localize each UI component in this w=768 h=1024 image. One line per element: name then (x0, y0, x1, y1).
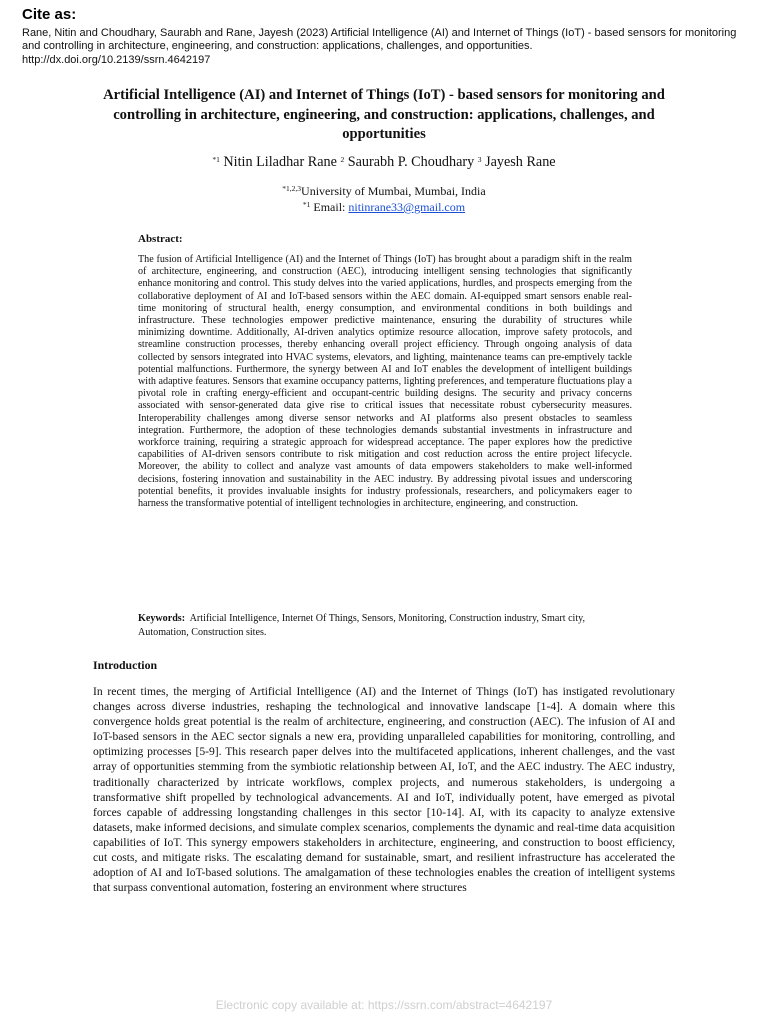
author-1-superscript: *1 (212, 155, 220, 164)
introduction-body: In recent times, the merging of Artificial Intelligence (AI) and the Internet of Things (IoT) has instigated revolutionary changes across diverse industries, reshaping the technological and innovative landscape [1-4]. A domain where this convergence holds great potential is the realm of architecture, engineering, and construction (AEC). The infusion of AI and IoT-based sensors in the AEC sector signals a new era, providing unparalleled capabilities for monitoring, controlling, and optimizing processes [5-9]. This research paper delves into the multifaceted applications, inherent challenges, and the vast array of opportunities stemming from the symbiotic relationship between AI, IoT, and the AEC industry. The AEC industry, traditionally characterized by intricate workflows, complex projects, and numerous stakeholders, is undergoing a transformative shift propelled by technological advancements. AI and IoT, individually potent, have emerged as pivotal forces capable of addressing longstanding challenges in this sector [10-14]. AI, with its capacity to analyze extensive datasets, make informed decisions, and simulate complex scenarios, complements the dynamic and real-time data acquisition capabilities of IoT. This synergy empowers stakeholders in architecture, engineering, and construction to boost efficiency, cut costs, and mitigate risks. The escalating demand for sustainable, smart, and resilient infrastructure has accelerated the adoption of AI and IoT-based solutions. The amalgamation of these technologies enables the creation of intelligent systems that surpass conventional automation, fostering an environment where structures (93, 685, 675, 895)
author-2-superscript: 2 (340, 155, 345, 164)
email-line (90, 199, 678, 215)
affiliation-line (90, 183, 678, 199)
affiliation-superscript: *1,2,3 (282, 184, 302, 193)
affiliation-block (90, 183, 678, 215)
email-label: Email: (313, 200, 346, 214)
keywords-text: Artificial Intelligence, Internet Of Things, Sensors, Monitoring, Construction industry, Smart city, Automation, Construction sites. (138, 613, 586, 638)
cite-heading: Cite as: (22, 6, 77, 23)
paper-title: Artificial Intelligence (AI) and Internet of Things (IoT) - based sensors for monitoring and controlling in architecture, engineering, and construction: applications, challenges, and opportunities (103, 87, 665, 142)
abstract-heading: Abstract: (138, 233, 183, 245)
citation-doi-link[interactable]: http://dx.doi.org/10.2139/ssrn.4642197 (22, 53, 211, 66)
keywords-label: Keywords: (138, 613, 186, 624)
author-2-name: Saurabh P. Choudhary (347, 154, 475, 170)
citation-reference: Rane, Nitin and Choudhary, Saurabh and Rane, Jayesh (2023) Artificial Intelligence (AI) and Internet of Things (IoT) - based sensors for monitoring and controlling in architecture, engineering, and construction: applications, challenges, and opportunities. (22, 27, 737, 53)
email-link[interactable]: nitinrane33@gmail.com (348, 200, 466, 214)
cite-block (22, 6, 752, 67)
abstract-body: The fusion of Artificial Intelligence (AI) and the Internet of Things (IoT) has brought about a paradigm shift in the realm of architecture, engineering, and construction (AEC), introducing intelligent sensing technologies that significantly enhance monitoring and control. This study delves into the varied applications, hurdles, and prospects emerging from the collaborative deployment of AI and IoT-based sensors within the AEC domain. AI-equipped smart sensors enable real-time monitoring of structural health, energy consumption, and environmental conditions in both buildings and infrastructure. These technologies empower predictive maintenance, ensuring the durability of structures while minimizing downtime. Additionally, AI-driven analytics optimize resource allocation, improve safety protocols, and streamline construction processes, thereby enhancing overall project efficiency. Through ongoing analysis of data collected by sensors integrated into HVAC systems, elevators, and lighting, maintenance teams can pre-emptively tackle potential malfunctions. Furthermore, the synergy between AI and IoT enables the development of intelligent buildings with adaptive features. Sensors that examine occupancy patterns, lighting preferences, and temperature fluctuations play a pivotal role in crafting energy-efficient and occupant-centric building designs. The security and privacy concerns associated with sensor-generated data give rise to critical issues that necessitate robust cybersecurity measures. Interoperability challenges among diverse sensor networks and AI platforms also present obstacles to seamless integration. Furthermore, the adoption of these technologies demands substantial investments in infrastructure and workforce training, requiring a strategic approach for widespread acceptance. The paper explores how the predictive capabilities of AI-driven sensors contribute to risk mitigation and cost reduction across the entire project lifecycle. Moreover, the ability to collect and analyze vast amounts of data empowers stakeholders to make well-informed decisions, fostering innovation and sustainability in the AEC industry. By addressing pivotal issues and underscoring potential benefits, it provides invaluable insights for industry professionals, researchers, and policymakers eager to harness the transformative potential of intelligent technologies in architecture, engineering, and construction. (138, 254, 632, 510)
citation-text (22, 27, 752, 67)
author-list (90, 153, 678, 171)
introduction-heading: Introduction (93, 658, 158, 672)
affiliation-text: University of Mumbai, Mumbai, India (301, 184, 486, 198)
author-3-superscript: 3 (477, 155, 482, 164)
footer-watermark: Electronic copy available at: https://ssrn.com/abstract=4642197 (215, 998, 553, 1012)
author-3-name: Jayesh Rane (485, 154, 556, 170)
author-1-name: Nitin Liladhar Rane (223, 154, 337, 170)
email-superscript: *1 (302, 200, 311, 209)
keywords (138, 612, 632, 639)
